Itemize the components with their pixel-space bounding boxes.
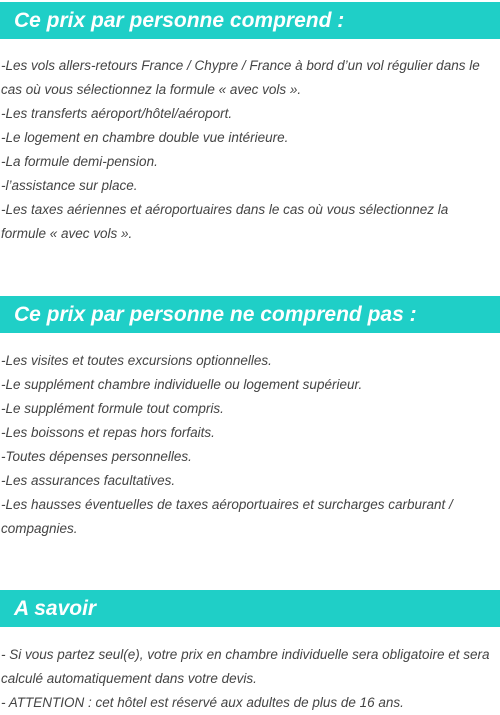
included-section (0, 2, 500, 246)
list-item: -Les transferts aéroport/hôtel/aéroport. (1, 106, 233, 121)
good-to-know-heading: A savoir (0, 590, 500, 627)
list-item: -Le logement en chambre double vue intérieure. (1, 130, 289, 145)
included-heading: Ce prix par personne comprend : (0, 2, 500, 39)
list-item: -Les assurances facultatives. (1, 473, 176, 488)
good-to-know-list (0, 643, 500, 715)
list-item: -Le supplément chambre individuelle ou logement supérieur. (1, 377, 363, 392)
list-item: -Les taxes aériennes et aéroportuaires dans le cas où vous sélectionnez la formule « avec vols ». (1, 202, 449, 241)
not-included-list (0, 349, 500, 541)
list-item: - ATTENTION : cet hôtel est réservé aux adultes de plus de 16 ans. (1, 695, 404, 710)
good-to-know-section (0, 590, 500, 715)
not-included-section (0, 296, 500, 541)
list-item: -Les vols allers-retours France / Chypre / France à bord d’un vol régulier dans le cas où vous sélectionnez la formule « avec vols ». (1, 58, 480, 97)
list-item: - Si vous partez seul(e), votre prix en chambre individuelle sera obligatoire et sera calculé automatiquement dans votre devis. (1, 647, 490, 686)
list-item: -Les boissons et repas hors forfaits. (1, 425, 215, 440)
not-included-heading: Ce prix par personne ne comprend pas : (0, 296, 500, 333)
list-item: -l’assistance sur place. (1, 178, 138, 193)
included-list (0, 54, 500, 246)
list-item: -Les hausses éventuelles de taxes aéroportuaires et surcharges carburant / compagnies. (1, 497, 453, 536)
list-item: -La formule demi-pension. (1, 154, 158, 169)
list-item: -Les visites et toutes excursions optionnelles. (1, 353, 272, 368)
list-item: -Le supplément formule tout compris. (1, 401, 224, 416)
list-item: -Toutes dépenses personnelles. (1, 449, 192, 464)
